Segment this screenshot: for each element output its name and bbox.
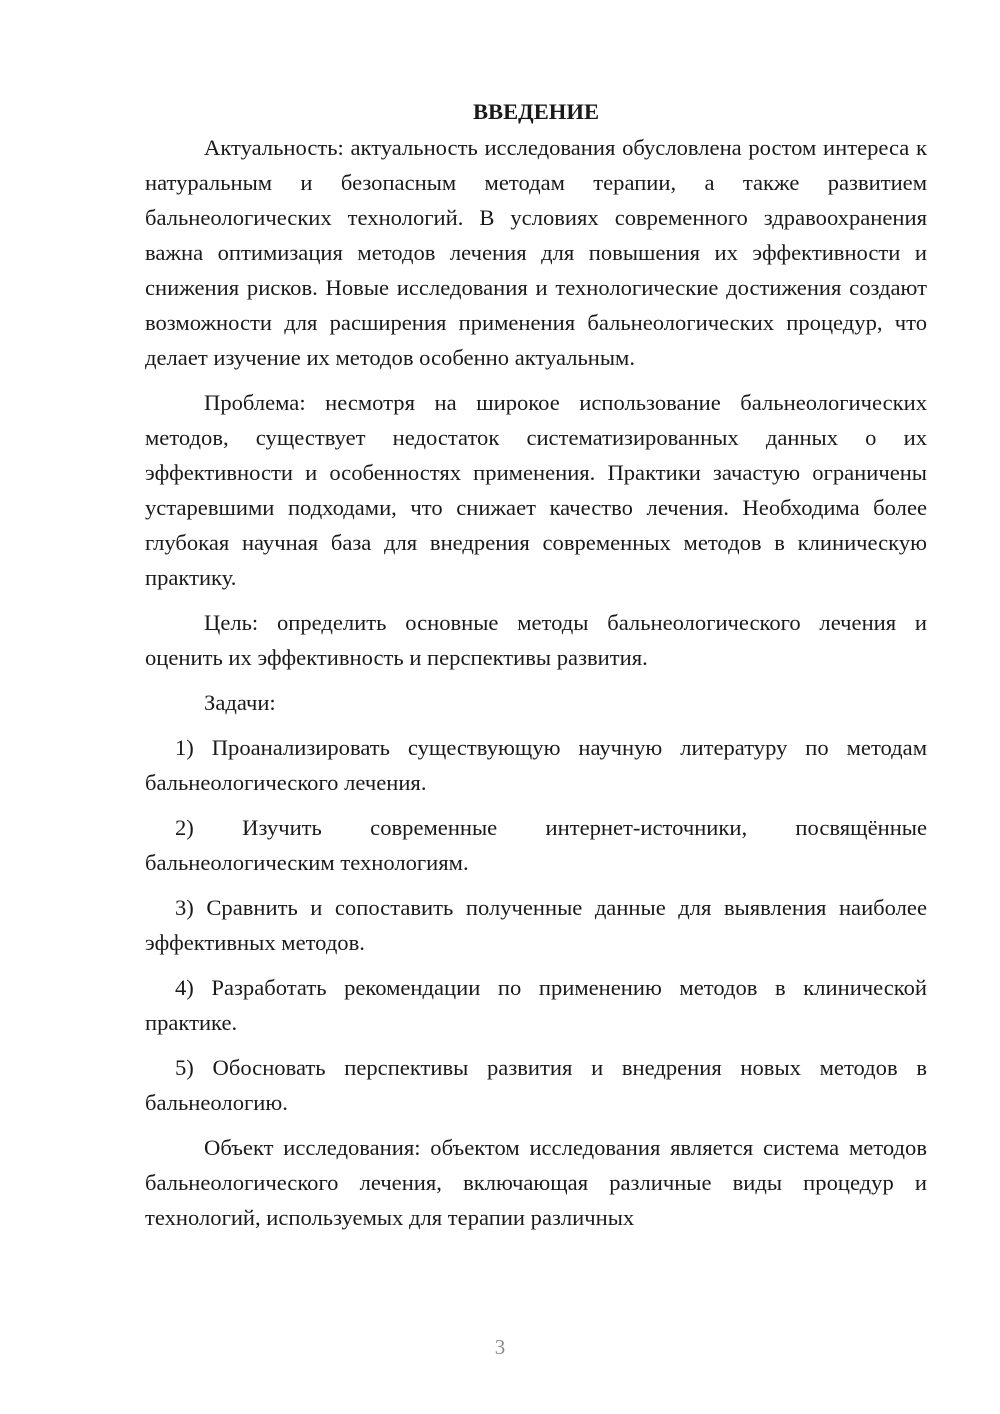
section-heading: ВВЕДЕНИЕ	[472, 99, 600, 124]
task-item: 2) Изучить современные интернет-источники, посвящённые бальнеологическим технологиям.	[145, 815, 927, 875]
relevance-paragraph: Актуальность: актуальность исследования обусловлена ростом интереса к натуральным и безопасным методам терапии, а также развитием бальнеологических технологий. В условиях современного здравоохранения важна оптимизация методов лечения для повышения их эффективности и снижения рисков. Новые исследования и технологические достижения создают возможности для расширения применения бальнеологических процедур, что делает изучение их методов особенно актуальным.	[145, 135, 927, 370]
task-item: 5) Обосновать перспективы развития и внедрения новых методов в бальнеологию.	[145, 1055, 927, 1115]
task-item: 4) Разработать рекомендации по применению методов в клинической практике.	[145, 975, 927, 1035]
page-number: 3	[494, 1335, 506, 1359]
problem-paragraph: Проблема: несмотря на широкое использование бальнеологических методов, существует недостаток систематизированных данных о их эффективности и особенностях применения. Практики зачастую ограничены устаревшими подходами, что снижает качество лечения. Необходима более глубокая научная база для внедрения современных методов в клиническую практику.	[145, 390, 927, 590]
goal-paragraph: Цель: определить основные методы бальнеологического лечения и оценить их эффективность и перспективы развития.	[145, 610, 927, 670]
task-item: 1) Проанализировать существующую научную литературу по методам бальнеологического лечения.	[145, 735, 927, 795]
task-item: 3) Сравнить и сопоставить полученные данные для выявления наиболее эффективных методов.	[145, 895, 927, 955]
page-body	[145, 94, 927, 1235]
object-paragraph: Объект исследования: объектом исследования является система методов бальнеологического лечения, включающая различные виды процедур и технологий, используемых для терапии различных	[145, 1135, 927, 1230]
tasks-label: Задачи:	[204, 690, 276, 715]
